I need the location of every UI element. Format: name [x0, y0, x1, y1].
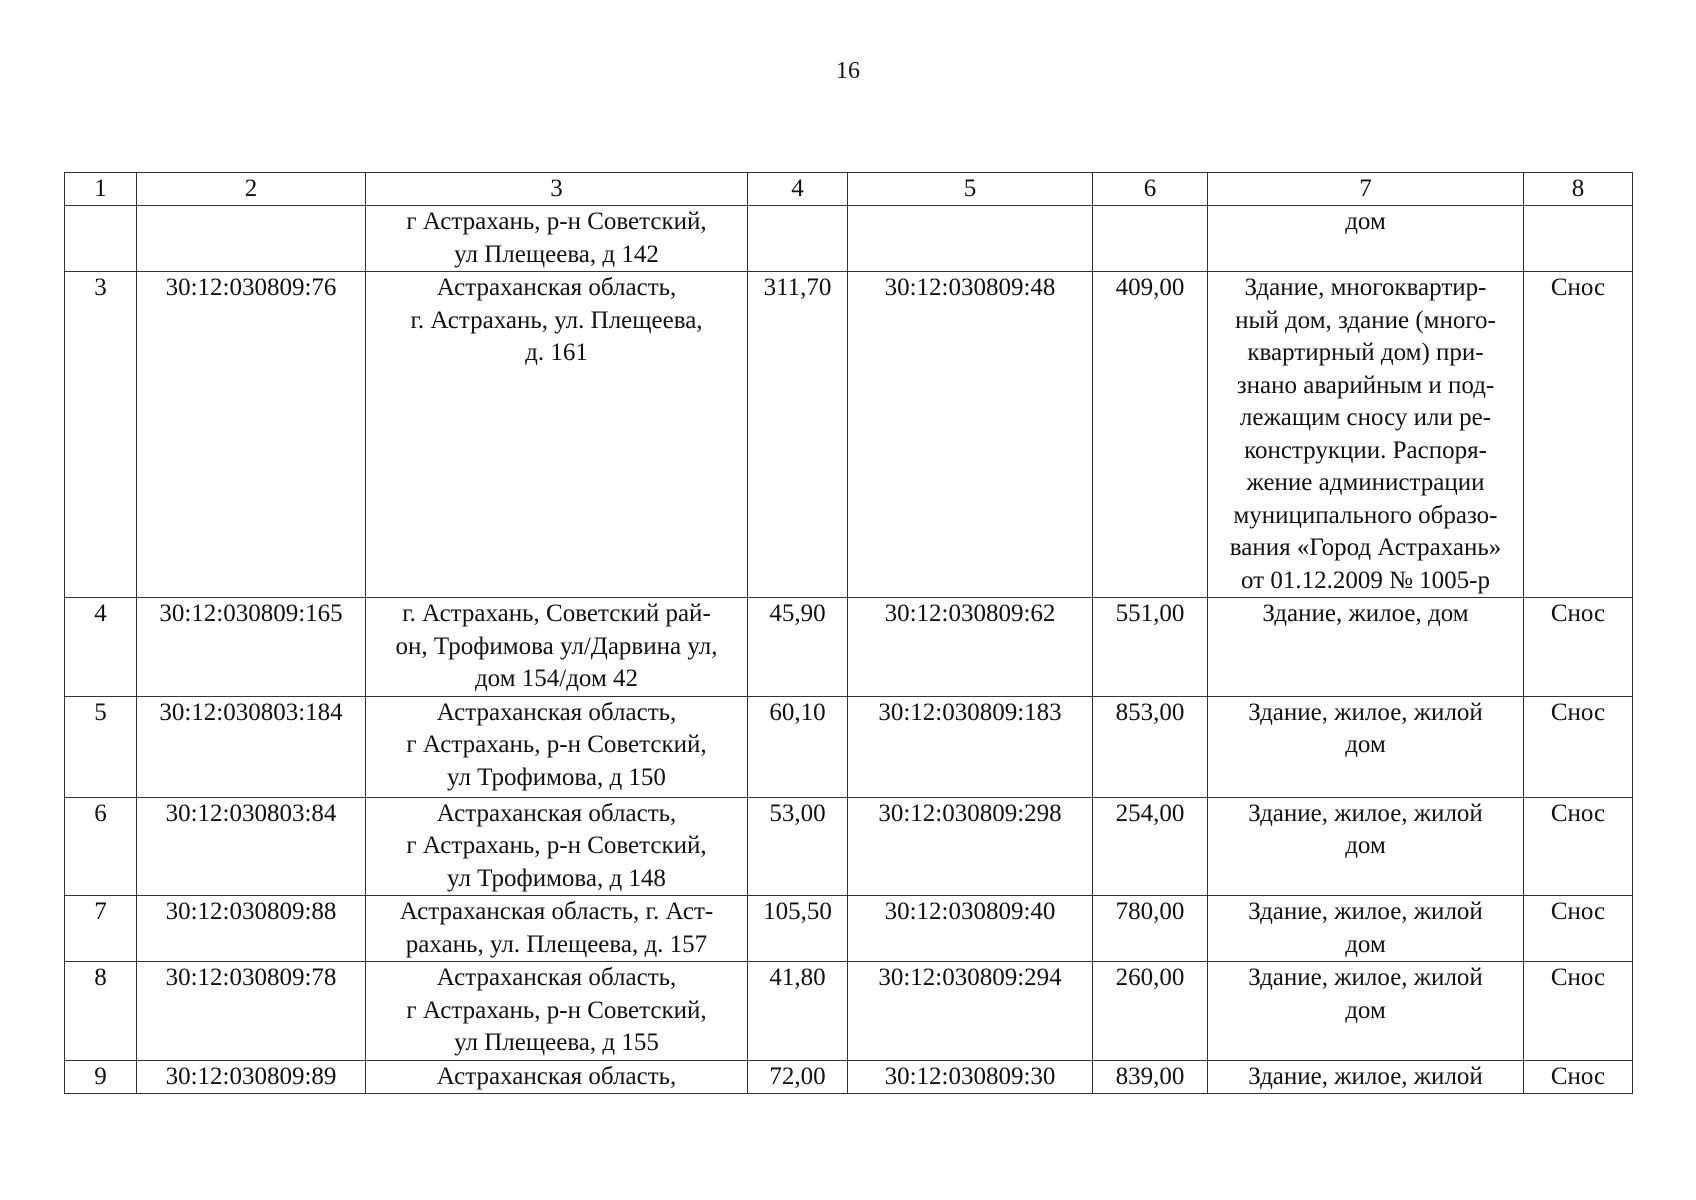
property-table: [64, 172, 1633, 1094]
table-row: [65, 896, 1633, 962]
column-number: 1: [65, 173, 137, 206]
table-row: [65, 272, 1633, 598]
cell-line: г Астрахань, р-н Советский,: [406, 731, 707, 758]
action-cell: Снос: [1524, 1060, 1633, 1094]
cell-line: муниципального образо-: [1233, 501, 1498, 529]
cell-line: дом: [1345, 930, 1386, 958]
column-number-row: [65, 173, 1633, 206]
address-cell: [366, 696, 748, 797]
table-row: [65, 696, 1633, 797]
page-number: 16: [836, 58, 860, 84]
area-cell: 45,90: [748, 598, 848, 697]
land-parcel-number-cell: 30:12:030809:62: [848, 598, 1093, 697]
cell-line: ул Трофимова, д 150: [447, 763, 666, 791]
land-parcel-area-cell: 254,00: [1093, 797, 1208, 896]
description-cell: [1208, 896, 1524, 962]
cell-line: дом: [1345, 996, 1386, 1024]
row-number-cell: 4: [65, 598, 137, 697]
action-cell: [1524, 206, 1633, 272]
column-number: 7: [1208, 173, 1524, 206]
land-parcel-area-cell: 551,00: [1093, 598, 1208, 697]
row-number-cell: 6: [65, 797, 137, 896]
action-cell: Снос: [1524, 962, 1633, 1061]
table-row: [65, 206, 1633, 272]
description-cell: [1208, 797, 1524, 896]
cell-line: ул Плещеева, д 155: [454, 1029, 659, 1056]
cell-line: Астраханская область,: [436, 799, 677, 827]
address-cell: [366, 896, 748, 962]
cell-line: Здание, жилое, жилой: [1248, 898, 1483, 925]
cell-line: дом: [1345, 208, 1386, 235]
land-parcel-number-cell: 30:12:030809:298: [848, 797, 1093, 896]
column-number: 5: [848, 173, 1093, 206]
cell-line: Здание, жилое, жилой: [1248, 964, 1483, 991]
action-cell: Снос: [1524, 696, 1633, 797]
row-number-cell: 5: [65, 696, 137, 797]
cell-line: лежащим сносу или ре-: [1239, 404, 1492, 431]
action-cell: Снос: [1524, 896, 1633, 962]
cell-line: ул Трофимова, д 148: [447, 864, 666, 892]
cell-line: д. 161: [525, 339, 588, 366]
area-cell: 72,00: [748, 1060, 848, 1094]
description-cell: [1208, 272, 1524, 598]
cell-line: Астраханская область,: [436, 1062, 677, 1090]
address-cell: [366, 797, 748, 896]
cadastral-number-cell: 30:12:030809:89: [137, 1060, 366, 1094]
cadastral-number-cell: 30:12:030809:88: [137, 896, 366, 962]
land-parcel-area-cell: [1093, 206, 1208, 272]
land-parcel-area-cell: 839,00: [1093, 1060, 1208, 1094]
area-cell: 60,10: [748, 696, 848, 797]
cadastral-number-cell: 30:12:030803:184: [137, 696, 366, 797]
cadastral-number-cell: [137, 206, 366, 272]
land-parcel-number-cell: 30:12:030809:183: [848, 696, 1093, 797]
cadastral-number-cell: 30:12:030809:76: [137, 272, 366, 598]
land-parcel-number-cell: 30:12:030809:40: [848, 896, 1093, 962]
land-parcel-area-cell: 853,00: [1093, 696, 1208, 797]
land-parcel-number-cell: 30:12:030809:294: [848, 962, 1093, 1061]
cell-line: г Астрахань, р-н Советский,: [406, 996, 707, 1024]
description-cell: [1208, 598, 1524, 697]
area-cell: 311,70: [748, 272, 848, 598]
row-number-cell: 3: [65, 272, 137, 598]
description-cell: [1208, 1060, 1524, 1094]
table-row: [65, 1060, 1633, 1094]
cell-line: Здание, жилое, жилой: [1248, 698, 1483, 726]
cell-line: Здание, жилое, жилой: [1248, 799, 1483, 827]
address-cell: [366, 1060, 748, 1094]
cell-line: дом: [1345, 832, 1386, 859]
cell-line: ный дом, здание (много-: [1235, 306, 1496, 334]
cell-line: г Астрахань, р-н Советский,: [406, 208, 707, 235]
cell-line: он, Трофимова ул/Дарвина ул,: [395, 632, 718, 660]
land-parcel-area-cell: 780,00: [1093, 896, 1208, 962]
cadastral-number-cell: 30:12:030809:165: [137, 598, 366, 697]
land-parcel-area-cell: 260,00: [1093, 962, 1208, 1061]
action-cell: Снос: [1524, 797, 1633, 896]
cell-line: г. Астрахань, Советский рай-: [402, 600, 711, 627]
table-body: [65, 206, 1633, 1094]
cadastral-number-cell: 30:12:030809:78: [137, 962, 366, 1061]
land-parcel-area-cell: 409,00: [1093, 272, 1208, 598]
cell-line: Астраханская область,: [436, 274, 677, 301]
area-cell: 41,80: [748, 962, 848, 1061]
land-parcel-number-cell: 30:12:030809:30: [848, 1060, 1093, 1094]
address-cell: [366, 272, 748, 598]
address-cell: [366, 598, 748, 697]
cell-line: дом 154/дом 42: [474, 665, 639, 692]
cadastral-number-cell: 30:12:030803:84: [137, 797, 366, 896]
cell-line: г Астрахань, р-н Советский,: [406, 832, 707, 859]
row-number-cell: 7: [65, 896, 137, 962]
cell-line: рахань, ул. Плещеева, д. 157: [405, 930, 708, 958]
area-cell: 53,00: [748, 797, 848, 896]
column-number: 3: [366, 173, 748, 206]
cell-line: Здание, многоквартир-: [1244, 274, 1487, 301]
description-cell: [1208, 206, 1524, 272]
table-row: [65, 797, 1633, 896]
cell-line: Здание, жилое, жилой: [1248, 1062, 1483, 1090]
cell-line: г. Астрахань, ул. Плещеева,: [410, 306, 703, 334]
row-number-cell: 9: [65, 1060, 137, 1094]
cell-line: дом: [1345, 731, 1386, 758]
action-cell: Снос: [1524, 598, 1633, 697]
cell-line: Астраханская область,: [436, 964, 677, 991]
area-cell: [748, 206, 848, 272]
land-parcel-number-cell: [848, 206, 1093, 272]
cell-line: Здание, жилое, дом: [1262, 600, 1469, 627]
description-cell: [1208, 696, 1524, 797]
column-number: 4: [748, 173, 848, 206]
address-cell: [366, 206, 748, 272]
cell-line: от 01.12.2009 № 1005-р: [1240, 566, 1491, 594]
description-cell: [1208, 962, 1524, 1061]
cell-line: вания «Город Астрахань»: [1229, 534, 1502, 561]
area-cell: 105,50: [748, 896, 848, 962]
row-number-cell: 8: [65, 962, 137, 1061]
cell-line: Астраханская область, г. Аст-: [399, 898, 714, 925]
column-number: 8: [1524, 173, 1633, 206]
column-number: 6: [1093, 173, 1208, 206]
row-number-cell: [65, 206, 137, 272]
cell-line: конструкции. Распоря-: [1244, 436, 1487, 464]
action-cell: Снос: [1524, 272, 1633, 598]
cell-line: знано аварийным и под-: [1236, 371, 1495, 399]
land-parcel-number-cell: 30:12:030809:48: [848, 272, 1093, 598]
address-cell: [366, 962, 748, 1061]
column-number: 2: [137, 173, 366, 206]
cell-line: ул Плещеева, д 142: [454, 240, 659, 268]
cell-line: квартирный дом) при-: [1247, 339, 1484, 366]
table-row: [65, 598, 1633, 697]
cell-line: жение администрации: [1246, 469, 1485, 496]
table-row: [65, 962, 1633, 1061]
cell-line: Астраханская область,: [436, 698, 677, 726]
